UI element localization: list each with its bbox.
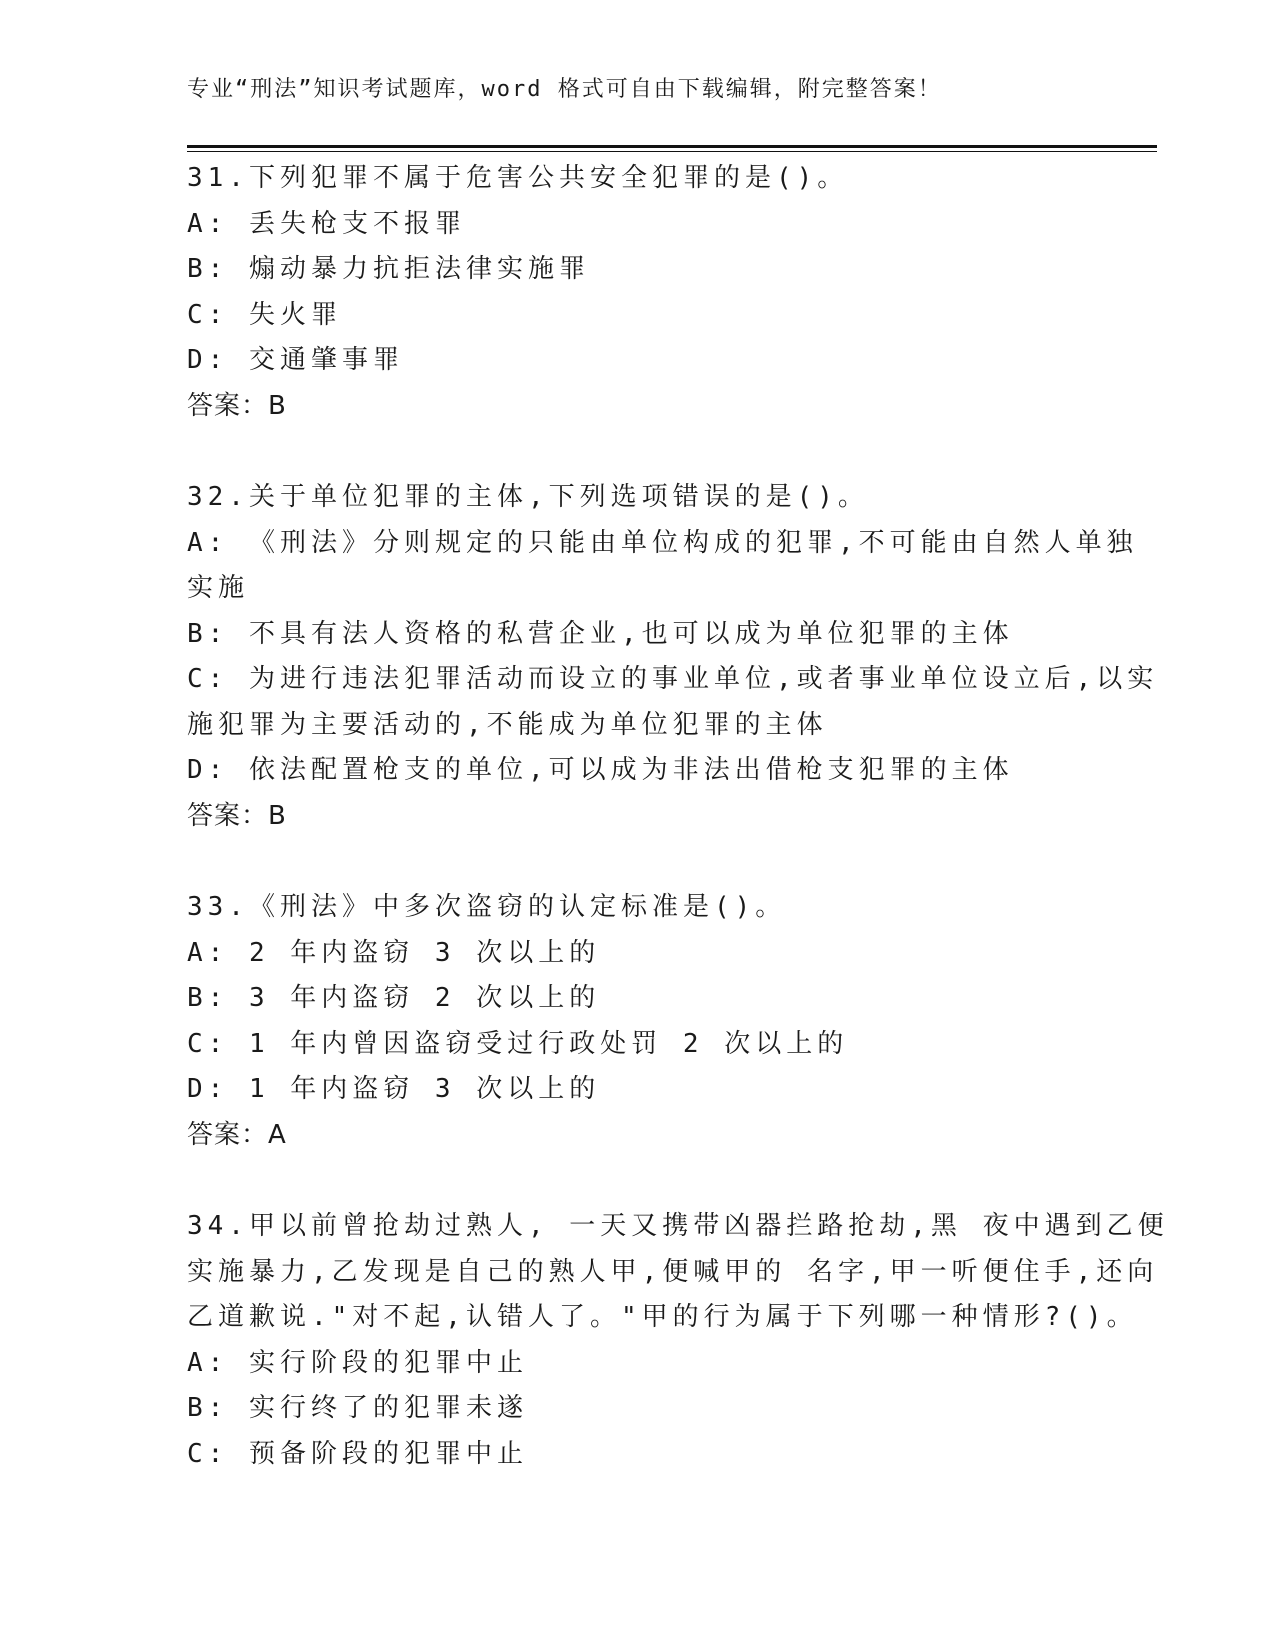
- option-a: A: 实行阶段的犯罪中止: [187, 1347, 528, 1378]
- answer-label: 答案：B: [187, 800, 287, 831]
- question-list: [187, 156, 1169, 1523]
- option-a: A: 丢失枪支不报罪: [187, 208, 466, 239]
- question-stem-continued: 实施暴力,乙发现是自己的熟人甲,便喊甲的 名字,甲一听便住手,还向: [187, 1256, 1159, 1287]
- page-header: 专业“刑法”知识考试题库，word 格式可自由下载编辑，附完整答案！: [187, 77, 942, 102]
- question-stem: 33.《刑法》中多次盗窃的认定标准是()。: [187, 892, 787, 922]
- question-34: [187, 1204, 1169, 1477]
- option-d: D: 依法配置枪支的单位,可以成为非法出借枪支犯罪的主体: [187, 755, 1014, 785]
- option-b: B: 3 年内盗窃 2 次以上的: [187, 983, 601, 1013]
- option-b: B: 实行终了的犯罪未遂: [187, 1393, 528, 1423]
- question-stem: 32.关于单位犯罪的主体,下列选项错误的是()。: [187, 482, 869, 512]
- option-b: B: 不具有法人资格的私营企业,也可以成为单位犯罪的主体: [187, 618, 1014, 649]
- header-rule-thick: [187, 145, 1157, 148]
- option-c: C: 预备阶段的犯罪中止: [187, 1438, 528, 1469]
- option-a: A: 《刑法》分则规定的只能由单位构成的犯罪,不可能由自然人单独: [187, 527, 1138, 558]
- option-c: C: 为进行违法犯罪活动而设立的事业单位,或者事业单位设立后,以实: [187, 664, 1159, 694]
- question-stem: 31.下列犯罪不属于危害公共安全犯罪的是()。: [187, 163, 849, 193]
- question-stem: 34.甲以前曾抢劫过熟人, 一天又携带凶器拦路抢劫,黑 夜中遇到乙便: [187, 1211, 1169, 1241]
- question-33: [187, 885, 1087, 1158]
- option-a-continued: 实施: [187, 573, 250, 603]
- header-rule-thin: [187, 151, 1157, 152]
- option-d: D: 1 年内盗窃 3 次以上的: [187, 1074, 601, 1104]
- question-stem-continued: 乙道歉说."对不起,认错人了。"甲的行为属于下列哪一种情形?()。: [187, 1302, 1138, 1332]
- option-c: C: 失火罪: [187, 299, 342, 330]
- option-c: C: 1 年内曾因盗窃受过行政处罚 2 次以上的: [187, 1028, 849, 1059]
- answer-label: 答案：B: [187, 390, 287, 421]
- option-d: D: 交通肇事罪: [187, 345, 404, 375]
- answer-label: 答案：A: [187, 1119, 287, 1150]
- option-b: B: 煽动暴力抗拒法律实施罪: [187, 254, 590, 284]
- option-c-continued: 施犯罪为主要活动的,不能成为单位犯罪的主体: [187, 709, 828, 740]
- question-31: [187, 156, 1087, 429]
- option-a: A: 2 年内盗窃 3 次以上的: [187, 937, 601, 968]
- question-32: [187, 475, 1159, 839]
